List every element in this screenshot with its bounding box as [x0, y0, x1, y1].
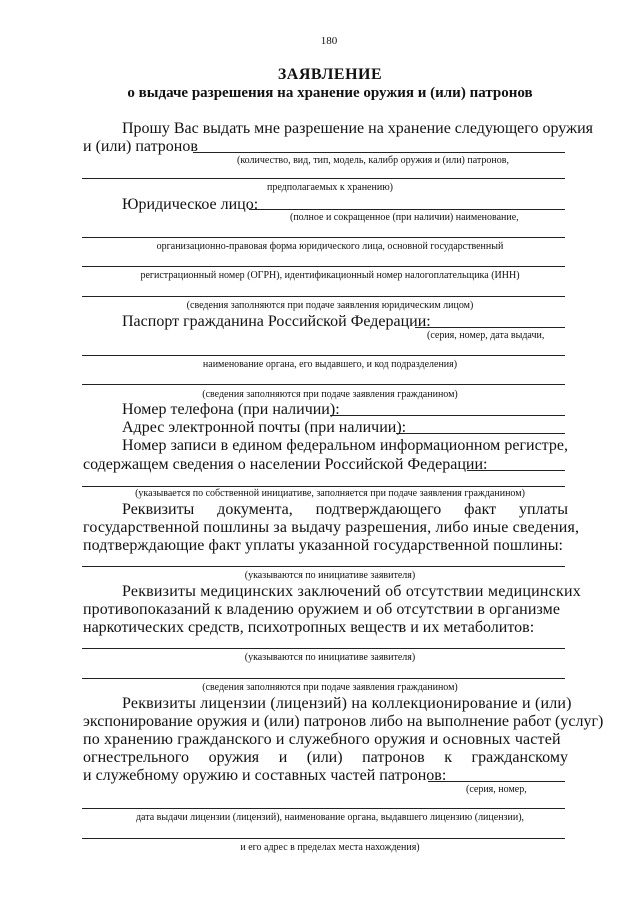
license-word: патронов [362, 749, 425, 766]
passport-field-line[interactable] [415, 327, 565, 328]
payment-word: подтверждающего [315, 501, 442, 518]
license-hint-1: (серия, номер, [466, 784, 527, 795]
phone-field-line[interactable] [330, 415, 565, 416]
license-word: и [278, 749, 288, 766]
legal-entity-field-line[interactable] [249, 209, 565, 210]
passport-hint-2: наименование органа, его выдавшего, и код подразделения) [202, 359, 458, 370]
document-title: ЗАЯВЛЕНИЕ [277, 66, 383, 83]
license-hint-2: дата выдачи лицензии (лицензий), наименование органа, выдавшего лицензию (лицензии), [135, 812, 525, 823]
passport-hint-1: (серия, номер, дата выдачи, [427, 330, 545, 341]
medical-text-line3: наркотических средств, психотропных веществ и их метаболитов: [83, 619, 535, 636]
register-text-line2: содержащем сведения о населении Российской Федерации: [83, 456, 488, 473]
register-word: записи [170, 437, 217, 454]
license-word: огнестрельного [83, 749, 190, 766]
email-field-line[interactable] [396, 433, 565, 434]
license-text-line1: Реквизиты лицензии (лицензий) на коллекционирование и (или) [122, 695, 572, 712]
medical-text-line2: противопоказаний к владению оружием и об отсутствии в организме [83, 601, 561, 618]
document-subtitle: о выдаче разрешения на хранение оружия и (или) патронов [127, 85, 533, 101]
phone-label: Номер телефона (при наличии): [122, 401, 340, 418]
register-word: информационном [379, 437, 501, 454]
payment-word: Реквизиты [122, 501, 195, 518]
payment-hint: (указываются по инициативе заявителя) [244, 570, 416, 581]
payment-text-line3: подтверждающие факт уплаты указанной государственной пошлины: [83, 537, 564, 554]
license-text-line3: по хранению гражданского и служебного оружия и основных частей [83, 731, 561, 748]
passport-field-line-2[interactable] [82, 355, 565, 356]
register-word: в [220, 437, 229, 454]
legal-entity-hint-1: (полное и сокращенное (при наличии) наименование, [290, 212, 519, 223]
payment-word: документа, [217, 501, 293, 518]
weapon-field-hint-2: предполагаемых к хранению) [266, 182, 394, 193]
legal-entity-field-line-2[interactable] [82, 237, 565, 238]
legal-entity-field-line-3[interactable] [82, 266, 565, 267]
legal-entity-hint-2: организационно-правовая форма юридического лица, основной государственный [156, 241, 504, 252]
license-word: к [444, 749, 452, 766]
register-hint: (указывается по собственной инициативе, заполняется при подаче заявления гражданином) [135, 488, 525, 499]
request-text-line2: и (или) патронов [83, 138, 198, 155]
register-text-line1 [122, 438, 568, 454]
payment-text-line2: государственной пошлины за выдачу разрешения, либо иные сведения, [83, 519, 580, 536]
legal-entity-hint-4: (сведения заполняются при подаче заявления юридическим лицом) [186, 300, 474, 311]
medical-hint-2: (сведения заполняются при подаче заявления гражданином) [202, 682, 458, 693]
legal-entity-field-line-4[interactable] [82, 296, 565, 297]
payment-field-line[interactable] [82, 566, 565, 567]
payment-text-line1 [122, 502, 568, 518]
register-field-line[interactable] [467, 470, 565, 471]
passport-hint-3: (сведения заполняются при подаче заявления гражданином) [202, 389, 458, 400]
passport-label: Паспорт гражданина Российской Федерации: [122, 313, 431, 330]
register-word: регистре, [504, 437, 568, 454]
register-word: Номер [122, 437, 167, 454]
legal-entity-hint-3: регистрационный номер (ОГРН), идентификационный номер налогоплательщика (ИНН) [140, 270, 520, 281]
medical-field-line-2[interactable] [82, 678, 565, 679]
email-label: Адрес электронной почты (при наличии): [122, 419, 407, 436]
license-field-line[interactable] [428, 781, 565, 782]
medical-text-line1: Реквизиты медицинских заключений об отсутствии медицинских [122, 583, 581, 600]
passport-field-line-3[interactable] [82, 384, 565, 385]
weapon-field-hint: (количество, вид, тип, модель, калибр оружия и (или) патронов, [237, 155, 509, 166]
license-field-line-3[interactable] [82, 838, 565, 839]
license-word: (или) [306, 749, 343, 766]
payment-word: факт [464, 501, 497, 518]
register-word: едином [232, 437, 283, 454]
weapon-field-line[interactable] [193, 152, 565, 153]
page-number: 180 [320, 35, 338, 47]
register-field-line-2[interactable] [82, 486, 565, 487]
medical-hint-1: (указываются по инициативе заявителя) [244, 652, 416, 663]
medical-field-line[interactable] [82, 648, 565, 649]
license-text-line4 [83, 750, 568, 766]
license-text-line5: и служебному оружию и составных частей патронов: [83, 767, 447, 784]
payment-word: уплаты [518, 501, 568, 518]
license-word: гражданскому [471, 749, 568, 766]
license-hint-3: и его адрес в пределах места нахождения) [240, 842, 420, 853]
register-word: федеральном [286, 437, 376, 454]
license-word: оружия [208, 749, 260, 766]
weapon-field-line-2[interactable] [82, 178, 565, 179]
license-text-line2: экспонирование оружия и (или) патронов либо на выполнение работ (услуг) [83, 713, 604, 730]
legal-entity-label: Юридическое лицо: [122, 196, 259, 213]
request-text-line1: Прошу Вас выдать мне разрешение на хранение следующего оружия [122, 120, 593, 137]
license-field-line-2[interactable] [82, 808, 565, 809]
